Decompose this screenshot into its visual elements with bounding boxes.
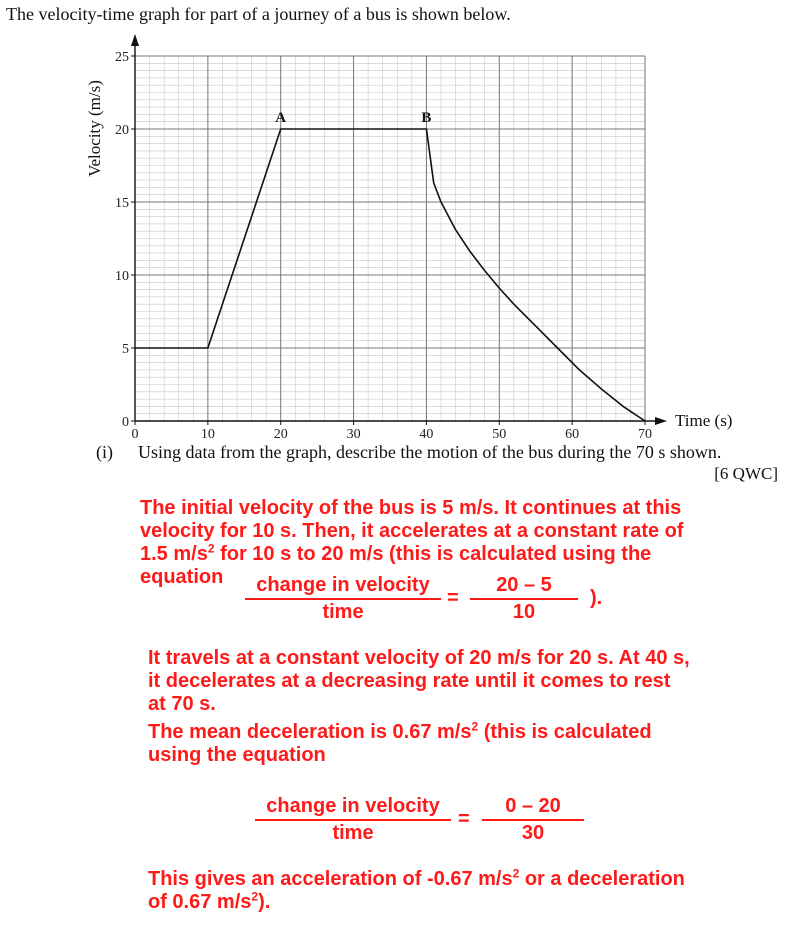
point-label-a: A	[275, 110, 287, 126]
y-tick-label: 0	[122, 415, 129, 430]
equation-1-right-fraction	[470, 574, 578, 624]
fraction-denominator: time	[322, 601, 364, 623]
question-intro: The velocity-time graph for part of a journey of a bus is shown below.	[6, 4, 511, 24]
point-label-b: B	[421, 110, 432, 126]
y-tick-label: 20	[115, 123, 129, 138]
equation-2-left-fraction	[255, 795, 451, 845]
x-tick-label: 70	[638, 427, 652, 440]
answer-line: The initial velocity of the bus is 5 m/s. It continues at this	[140, 497, 682, 519]
x-axis-arrow	[655, 417, 667, 425]
answer-line: equation	[140, 566, 224, 588]
velocity-time-graph	[0, 30, 800, 440]
answer-line: it decelerates at a decreasing rate until it comes to rest	[148, 670, 671, 692]
answer-line: at 70 s.	[148, 693, 216, 715]
fraction-denominator: time	[332, 822, 374, 844]
x-tick-label: 10	[200, 427, 215, 440]
fraction-denominator: 30	[521, 822, 545, 844]
x-tick-label: 40	[419, 427, 434, 440]
y-axis-arrow	[131, 34, 139, 46]
answer-paragraph-2	[148, 647, 690, 716]
axis-labels	[85, 80, 732, 430]
x-axis-label: Time (s)	[675, 411, 733, 430]
part-number: (i)	[96, 442, 113, 462]
fraction-numerator: change in velocity	[245, 574, 441, 600]
y-tick-label: 15	[115, 196, 129, 211]
x-tick-label: 20	[273, 427, 288, 440]
fraction-numerator: 20 – 5	[470, 574, 578, 600]
answer-line: The mean deceleration is 0.67 $m/s^2$ (this is calculated	[148, 719, 652, 743]
equals-sign: =	[458, 808, 470, 830]
answer-line: of 0.67 $m/s^2$).	[148, 889, 271, 913]
fraction-denominator: 10	[512, 601, 536, 623]
marks-label: [6 QWC]	[714, 464, 778, 483]
y-axis-label: Velocity (m/s)	[85, 80, 104, 177]
x-tick-label: 30	[346, 427, 361, 440]
y-tick-label: 25	[115, 50, 129, 65]
equation-2-right-fraction	[482, 795, 584, 845]
x-tick-label: 60	[565, 427, 580, 440]
answer-paragraph-4	[148, 868, 685, 914]
equation-1-left-fraction	[245, 574, 441, 624]
minor-grid	[135, 56, 645, 421]
equals-sign: =	[447, 587, 459, 609]
answer-line: 1.5 $m/s^2$ for 10 s to 20 m/s (this is calculated using the	[140, 541, 652, 565]
y-tick-label: 5	[122, 342, 129, 357]
answer-line: This gives an acceleration of -0.67 $m/s^2$ or a deceleration	[148, 866, 685, 890]
answer-line: using the equation	[148, 744, 326, 766]
part-question: Using data from the graph, describe the motion of the bus during the 70 s shown.	[138, 442, 722, 462]
fraction-numerator: 0 – 20	[482, 795, 584, 821]
closing-bracket: ).	[590, 587, 603, 609]
y-tick-label: 10	[115, 269, 129, 284]
answer-paragraph-3	[148, 721, 652, 767]
answer-line: It travels at a constant velocity of 20 m/s for 20 s. At 40 s,	[148, 647, 690, 669]
x-tick-label: 50	[492, 427, 507, 440]
fraction-numerator: change in velocity	[255, 795, 451, 821]
answer-line: velocity for 10 s. Then, it accelerates at a constant rate of	[140, 520, 684, 542]
x-tick-label: 0	[131, 427, 139, 440]
tick-labels	[115, 50, 652, 440]
